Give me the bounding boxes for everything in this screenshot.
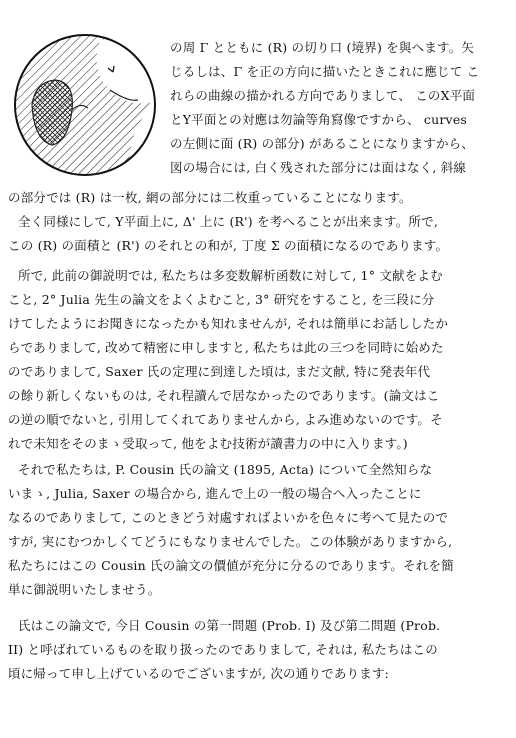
text-line: の部分では (R) は一枚, 網の部分には二枚重っていることになります。 bbox=[8, 190, 412, 205]
text-line: 私たちにはこの Cousin 氏の論文の價値が充分に分るのであります。それを簡 bbox=[8, 558, 454, 573]
text-line: 全く同様にして, Y平面上に, Δ' 上に (R') を考へることが出来ます。所で, bbox=[18, 214, 439, 229]
text-line: の左側に面 (R) の部分) があることになりますから、 bbox=[170, 136, 475, 151]
text-line: の逆の順でないと, 引用してくれてありませんから, よみ進めないのです。そ bbox=[8, 412, 443, 427]
text-line: とY平面との対應は勿論等角寫像ですから、 curves bbox=[170, 112, 468, 127]
text-line: それで私たちは, P. Cousin 氏の論文 (1895, Acta) について全然知らな bbox=[18, 462, 433, 477]
text-line: 頃に帰って申し上げているのでございますが, 次の通りであります: bbox=[8, 666, 390, 681]
text-line: けてしたようにお聞きになったかも知れませんが, それは簡単にお話ししたか bbox=[8, 316, 449, 331]
text-line: れらの曲線の描かれる方向でありまして、 このX平面 bbox=[170, 88, 476, 103]
text-line: すが, 実にむつかしくてどうにもなりませんでした。この体験がありますから, bbox=[8, 534, 453, 549]
text-line: のでありまして, Saxer 氏の定理に到達した頃は, まだ文献, 特に発表年代 bbox=[8, 364, 431, 379]
domain-figure bbox=[10, 30, 160, 180]
text-line: じるしは、Γ を正の方向に描いたときこれに應じて こ bbox=[170, 64, 480, 79]
text-line: なるのでありまして, このときどう対處すればよいかを色々に考へて見たので bbox=[8, 510, 449, 525]
text-line: の周 Γ とともに (R) の切り口 (境界) を與へます。矢 bbox=[170, 40, 475, 55]
text-line: この (R) の面積と (R') のそれとの和が, 丁度 Σ の面積になるのであります。 bbox=[8, 238, 449, 253]
text-line: れで未知をそのまゝ受取って, 他をよむ技術が讀書力の中に入ります。) bbox=[8, 436, 408, 451]
text-line: 所で, 此前の御説明では, 私たちは多変数解析函数に対して, 1° 文献をよむ bbox=[18, 268, 443, 283]
text-line: の餘り新しくないものは, それ程讀んで居なかったのであります。(論文はこ bbox=[8, 388, 440, 403]
text-line: II) と呼ばれているものを取り扱ったのでありまして, それは, 私たちはこの bbox=[8, 642, 438, 657]
text-line: いまゝ, Julia, Saxer の場合から, 進んで上の一般の場合へ入ったことに bbox=[8, 486, 422, 501]
text-line: 氏はこの論文で, 今日 Cousin の第一問題 (Prob. I) 及び第二問題 (Prob. bbox=[18, 618, 441, 633]
text-line: 図の場合には, 白く残された部分には面はなく, 斜線 bbox=[170, 160, 467, 175]
text-line: こと, 2° Julia 先生の論文をよくよむこと, 3° 研究をすること, を三段に分 bbox=[8, 292, 435, 307]
text-line: らでありまして, 改めて精密に申しますと, 私たちは此の三つを同時に始めた bbox=[8, 340, 444, 355]
text-line: 単に御説明いたしませう。 bbox=[8, 582, 161, 597]
